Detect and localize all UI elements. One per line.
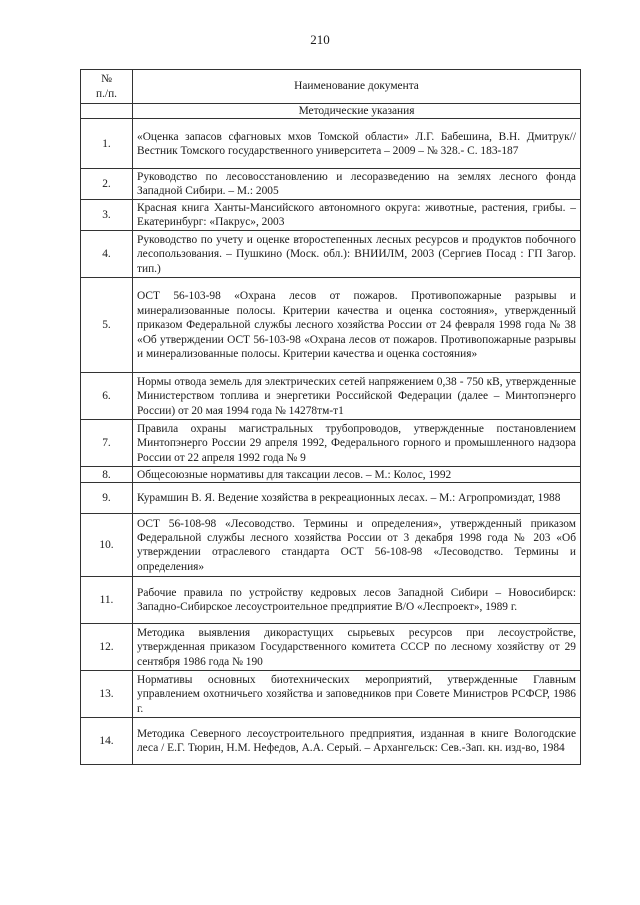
table-row xyxy=(81,373,581,420)
row-text: Рабочие правила по устройству кедровых лесов Западной Сибири – Новосибирск: Западно-Сибирское лесоустроительное предприятие В/О «Леспроект», 1989 г. xyxy=(133,577,581,624)
table-row xyxy=(81,718,581,765)
row-number: 2. xyxy=(81,169,133,200)
table-row xyxy=(81,200,581,231)
table-row xyxy=(81,514,581,577)
row-text: ОСТ 56-108-98 «Лесоводство. Термины и определения», утвержденный приказом Федеральной службы лесного хозяйства России от 3 декабря 1998 года № 203 «Об утверждении отраслевого стандарта ОСТ 56-108-98 «Лесоводство. Термины и определения» xyxy=(133,514,581,577)
row-number: 11. xyxy=(81,577,133,624)
row-number: 7. xyxy=(81,420,133,467)
row-text: Красная книга Ханты-Мансийского автономного округа: животные, растения, грибы. – Екатеринбург: «Пакрус», 2003 xyxy=(133,200,581,231)
row-number: 4. xyxy=(81,231,133,278)
header-number: № п./п. xyxy=(81,70,133,104)
row-number: 13. xyxy=(81,671,133,718)
row-text: Правила охраны магистральных трубопроводов, утвержденные постановлением Минтопэнерго России 29 апреля 1992, Федерального горного и промышленного надзора России от 22 апреля 1992 года № 9 xyxy=(133,420,581,467)
row-text: Методика выявления дикорастущих сырьевых ресурсов при лесоустройстве, утвержденная приказом Государственного комитета СССР по лесному хозяйству от 29 сентября 1986 года № 190 xyxy=(133,624,581,671)
row-number: 14. xyxy=(81,718,133,765)
row-number: 6. xyxy=(81,373,133,420)
table-row xyxy=(81,278,581,373)
table-row xyxy=(81,483,581,514)
row-text: Нормативы основных биотехнических мероприятий, утвержденные Главным управлением охотничьего хозяйства и заповедников при Совете Министров РСФСР, 1986 г. xyxy=(133,671,581,718)
row-number: 3. xyxy=(81,200,133,231)
table-row xyxy=(81,671,581,718)
row-number: 1. xyxy=(81,119,133,169)
table-row xyxy=(81,467,581,483)
row-number: 10. xyxy=(81,514,133,577)
row-number: 8. xyxy=(81,467,133,483)
table-row xyxy=(81,119,581,169)
row-text: Курамшин В. Я. Ведение хозяйства в рекреационных лесах. – М.: Агропромиздат, 1988 xyxy=(133,483,581,514)
row-text: Нормы отвода земель для электрических сетей напряжением 0,38 - 750 кВ, утвержденные Министерством топлива и энергетики Российской Федерации (далее – Минтопэнерго России) от 20 мая 1994 года № 14278тм-т1 xyxy=(133,373,581,420)
row-number: 9. xyxy=(81,483,133,514)
row-text: Руководство по учету и оценке второстепенных лесных ресурсов и продуктов побочного лесопользования. – Пушкино (Моск. обл.): ВНИИЛМ, 2003 (Сергиев Посад : ГП Загор. тип.) xyxy=(133,231,581,278)
header-document-name: Наименование документа xyxy=(133,70,581,104)
row-number: 5. xyxy=(81,278,133,373)
section-title: Методические указания xyxy=(133,104,581,119)
documents-table xyxy=(80,69,581,765)
page-number: 210 xyxy=(310,32,330,47)
table-row xyxy=(81,624,581,671)
table-header-row xyxy=(81,70,581,104)
row-text: Руководство по лесовосстановлению и лесоразведению на землях лесного фонда Западной Сибири. – М.: 2005 xyxy=(133,169,581,200)
row-number: 12. xyxy=(81,624,133,671)
row-text: Общесоюзные нормативы для таксации лесов. – М.: Колос, 1992 xyxy=(133,467,581,483)
table-row xyxy=(81,169,581,200)
row-text: Методика Северного лесоустроительного предприятия, изданная в книге Вологодские леса / Е.Г. Тюрин, Н.М. Нефедов, А.А. Серый. – Архангельск: Сев.-Зап. кн. изд-во, 1984 xyxy=(133,718,581,765)
row-text: ОСТ 56-103-98 «Охрана лесов от пожаров. Противопожарные разрывы и минерализованные полосы. Критерии качества и оценка состояния», утвержденный приказом Федеральной службы лесного хозяйства России от 24 февраля 1998 года № 38 «Об утверждении ОСТ 56-103-98 «Охрана лесов от пожаров. Противопожарные разрывы и минерализованные полосы. Критерии качества и оценка состояния» xyxy=(133,278,581,373)
table-row xyxy=(81,420,581,467)
row-text: «Оценка запасов сфагновых мхов Томской области» Л.Г. Бабешина, В.Н. Дмитрук// Вестник Томского государственного университета – 2009 – № 328.- С. 183-187 xyxy=(133,119,581,169)
table-row xyxy=(81,577,581,624)
table-row xyxy=(81,231,581,278)
section-row xyxy=(81,104,581,119)
